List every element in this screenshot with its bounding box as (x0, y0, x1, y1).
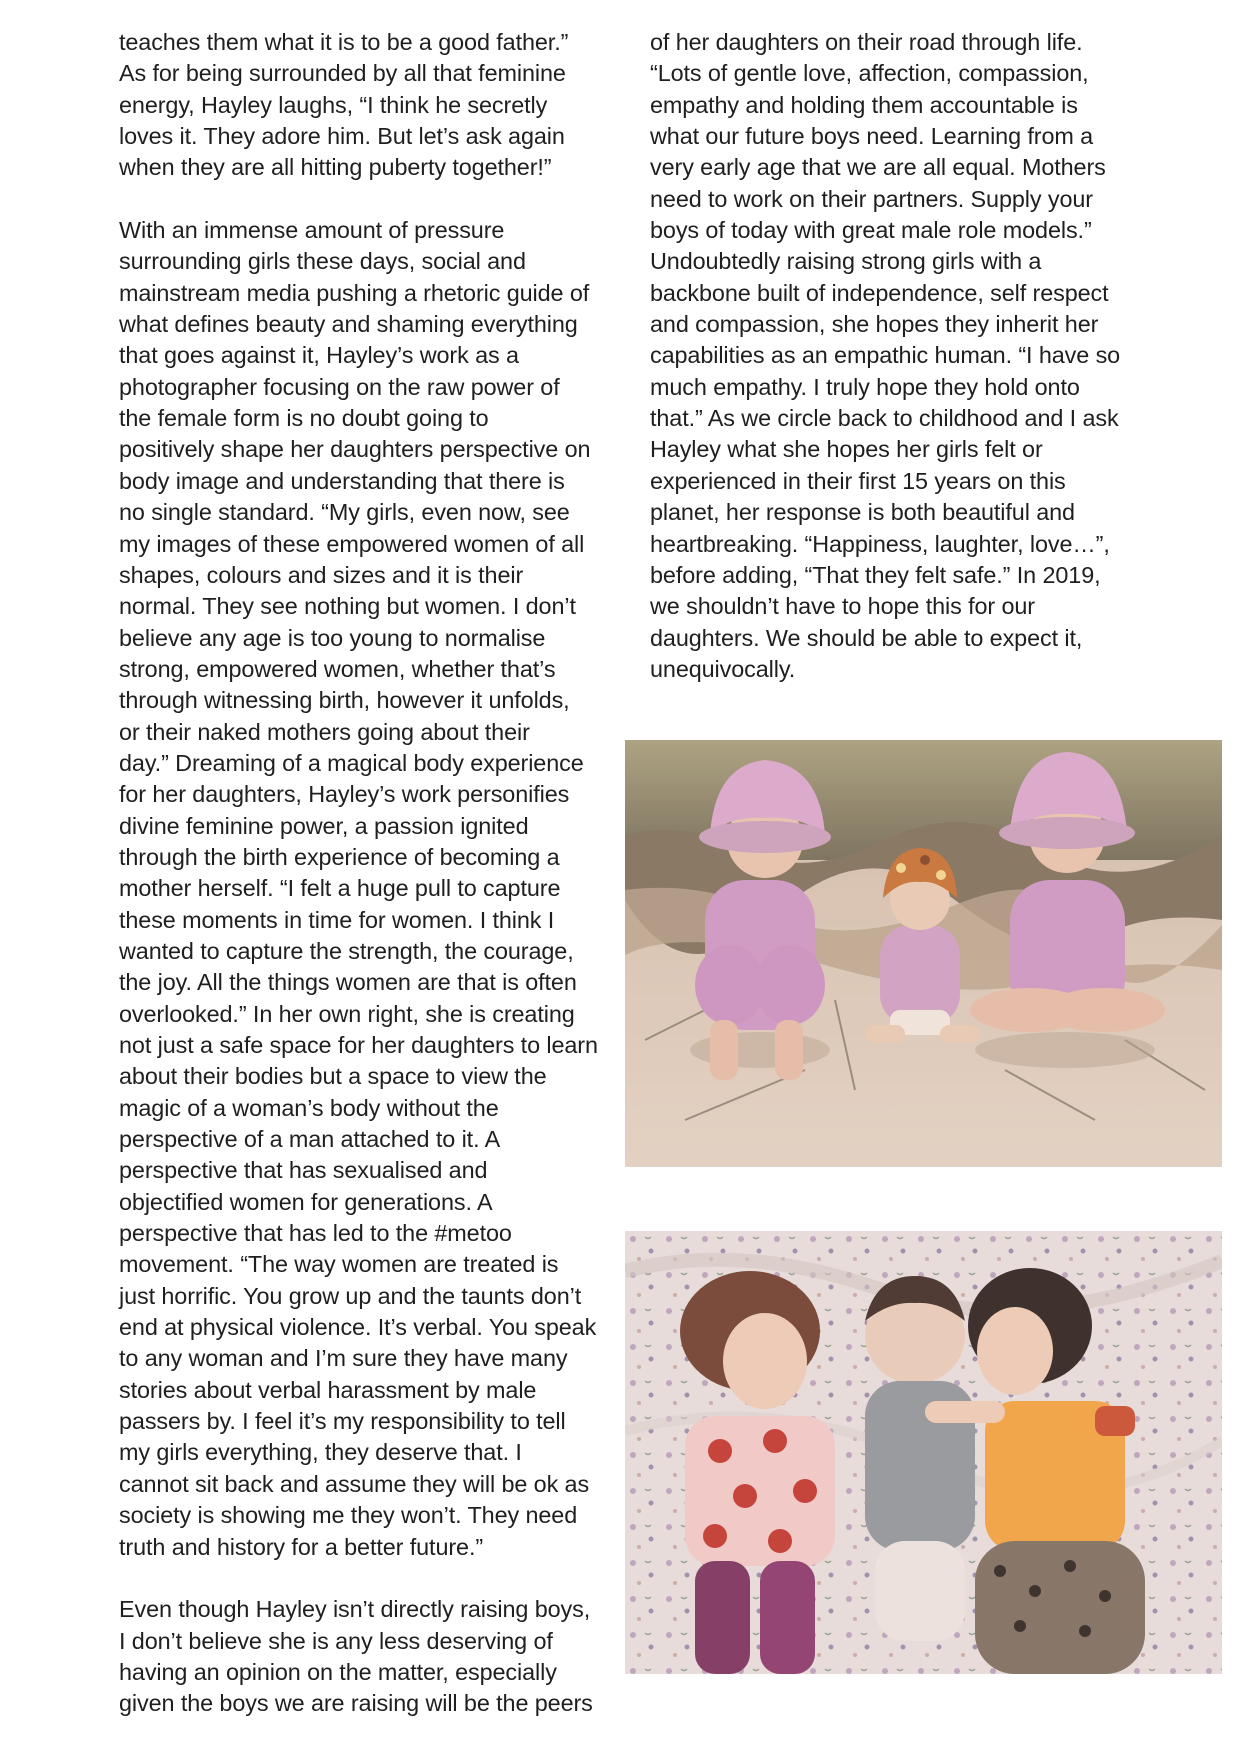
paragraph-gap (119, 1563, 607, 1594)
text-line: As for being surrounded by all that feminine (119, 60, 566, 87)
article-left-column (119, 27, 607, 1720)
text-line: much empathy. I truly hope they hold onto (650, 373, 1080, 400)
text-line: need to work on their partners. Supply your (650, 185, 1093, 212)
text-line: normal. They see nothing but women. I don’t (119, 593, 576, 620)
text-line: believe any age is too young to normalise (119, 624, 546, 651)
photo-girls-on-bed (625, 1231, 1222, 1674)
text-line: planet, her response is both beautiful and (650, 499, 1075, 526)
text-line: what defines beauty and shaming everything (119, 311, 578, 338)
text-line: no single standard. “My girls, even now, see (119, 499, 570, 526)
text-line: “Lots of gentle love, affection, compassion, (650, 60, 1089, 87)
text-line: about their bodies but a space to view the (119, 1063, 547, 1090)
text-line: not just a safe space for her daughters to learn (119, 1032, 598, 1058)
text-line: heartbreaking. “Happiness, laughter, love…”, (650, 530, 1110, 557)
photo-girls-on-beach (625, 740, 1222, 1167)
paragraph (119, 215, 607, 1563)
text-line: experienced in their first 15 years on this (650, 467, 1066, 494)
text-line: Even though Hayley isn’t directly raising boys, (119, 1596, 591, 1623)
text-line: mainstream media pushing a rhetoric guide of (119, 279, 590, 306)
text-line: loves it. They adore him. But let’s ask again (119, 123, 565, 150)
text-line: perspective that has sexualised and (119, 1157, 488, 1184)
text-line: wanted to capture the strength, the courage, (119, 937, 574, 964)
text-line: day.” Dreaming of a magical body experience (119, 749, 584, 776)
bed-photo-illustration (625, 1231, 1222, 1674)
text-line: photographer focusing on the raw power of (119, 373, 560, 400)
text-line: or their naked mothers going about their (119, 718, 530, 745)
text-line: surrounding girls these days, social and (119, 248, 526, 275)
text-line: before adding, “That they felt safe.” In 2019, (650, 561, 1101, 588)
text-line: having an opinion on the matter, especially (119, 1658, 557, 1685)
text-line: stories about verbal harassment by male (119, 1376, 537, 1403)
text-line: divine feminine power, a passion ignited (119, 812, 529, 839)
text-line: society is showing me they won’t. They need (119, 1502, 578, 1529)
text-line: cannot sit back and assume they will be ok as (119, 1470, 590, 1497)
paragraph (650, 27, 1128, 685)
text-line: through witnessing birth, however it unfolds, (119, 687, 570, 714)
paragraph (119, 1594, 607, 1719)
text-line: strong, empowered women, whether that’s (119, 655, 556, 682)
text-line: to any woman and I’m sure they have many (119, 1345, 568, 1372)
paragraph (119, 27, 607, 184)
text-line: perspective of a man attached to it. A (119, 1126, 501, 1153)
text-line: magic of a woman’s body without the (119, 1094, 499, 1121)
text-line: empathy and holding them accountable is (650, 91, 1078, 118)
text-line: we shouldn’t have to hope this for our (650, 593, 1035, 620)
text-line: these moments in time for women. I think I (119, 906, 555, 933)
text-line: With an immense amount of pressure (119, 217, 505, 244)
text-line: end at physical violence. It’s verbal. You speak (119, 1314, 597, 1341)
text-line: Hayley what she hopes her girls felt or (650, 436, 1043, 463)
text-line: perspective that has led to the #metoo (119, 1220, 512, 1247)
text-line: boys of today with great male role models.” (650, 217, 1092, 244)
text-line: my images of these empowered women of all (119, 530, 585, 557)
article-right-column (650, 27, 1128, 685)
text-line: movement. “The way women are treated is (119, 1251, 559, 1278)
text-line: what our future boys need. Learning from a (650, 123, 1094, 150)
text-line: overlooked.” In her own right, she is creating (119, 1000, 575, 1027)
text-line: my girls everything, they deserve that. I (119, 1439, 522, 1466)
text-line: given the boys we are raising will be the peers (119, 1690, 593, 1717)
text-line: unequivocally. (650, 655, 796, 682)
text-line: through the birth experience of becoming a (119, 843, 560, 870)
text-line: just horrific. You grow up and the taunts don’t (119, 1282, 582, 1309)
text-line: for her daughters, Hayley’s work personifies (119, 781, 570, 808)
text-line: positively shape her daughters perspective on (119, 436, 591, 463)
text-line: energy, Hayley laughs, “I think he secretly (119, 91, 548, 118)
text-line: Undoubtedly raising strong girls with a (650, 248, 1042, 275)
text-line: that.” As we circle back to childhood and I ask (650, 405, 1119, 432)
text-line: daughters. We should be able to expect it, (650, 624, 1083, 651)
text-line: capabilities as an empathic human. “I have so (650, 342, 1121, 369)
text-line: the female form is no doubt going to (119, 405, 489, 432)
text-line: body image and understanding that there is (119, 467, 565, 494)
text-line: very early age that we are all equal. Mothers (650, 154, 1106, 181)
text-line: objectified women for generations. A (119, 1188, 493, 1215)
text-line: and compassion, she hopes they inherit her (650, 311, 1099, 338)
text-line: mother herself. “I felt a huge pull to capture (119, 875, 561, 902)
text-line: when they are all hitting puberty together!” (119, 154, 552, 181)
text-line: shapes, colours and sizes and it is their (119, 561, 524, 588)
text-line: of her daughters on their road through life. (650, 29, 1083, 55)
text-line: the joy. All the things women are that is often (119, 969, 577, 996)
text-line: truth and history for a better future.” (119, 1533, 484, 1560)
text-line: backbone built of independence, self respect (650, 279, 1109, 306)
text-line: passers by. I feel it’s my responsibility to tell (119, 1408, 566, 1435)
beach-photo-illustration (625, 740, 1222, 1167)
text-line: I don’t believe she is any less deserving of (119, 1627, 553, 1654)
text-line: teaches them what it is to be a good father.” (119, 29, 569, 55)
paragraph-gap (119, 184, 607, 215)
text-line: that goes against it, Hayley’s work as a (119, 342, 519, 369)
